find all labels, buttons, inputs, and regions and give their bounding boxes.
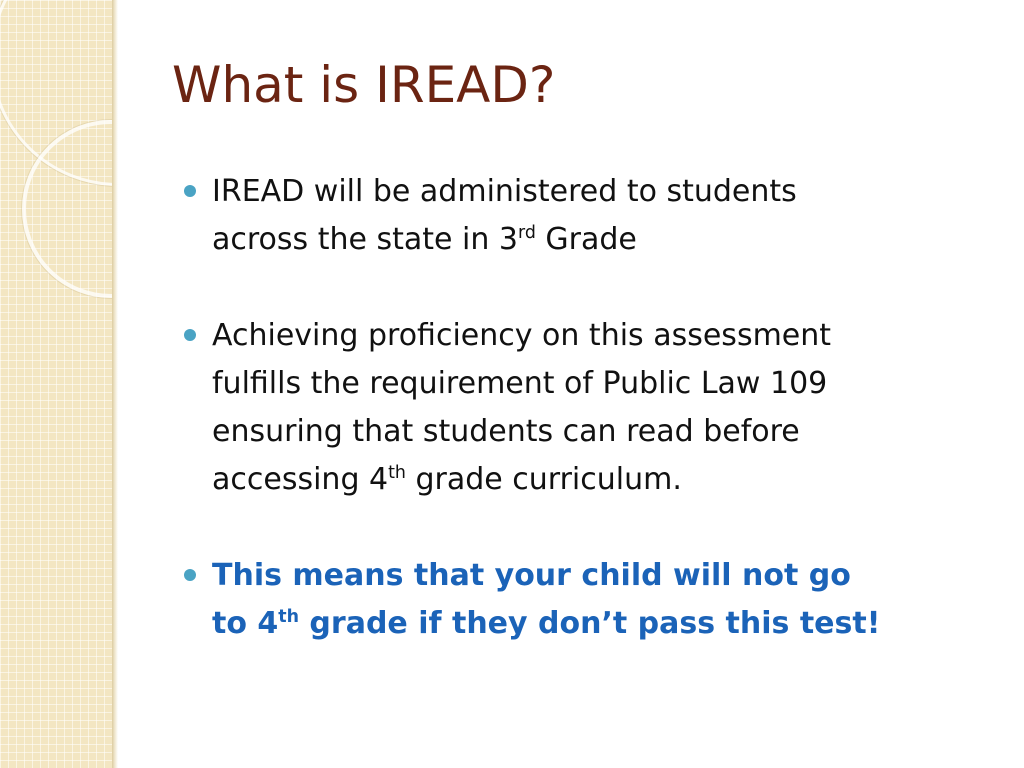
sidebar-edge	[112, 0, 118, 768]
bullet-line: accessing 4th grade curriculum.	[212, 462, 682, 497]
bullet-line: Achieving proficiency on this assessment	[212, 318, 832, 353]
decorative-sidebar	[0, 0, 112, 768]
bullet-line: This means that your child will not go	[212, 558, 851, 593]
bullet-dot-icon	[184, 329, 196, 341]
bullet-item	[180, 168, 1000, 264]
bullet-line: IREAD will be administered to students	[212, 174, 797, 209]
bullet-line: across the state in 3rd Grade	[212, 222, 637, 257]
bullet-dot-icon	[184, 185, 196, 197]
bullet-item-emphasis	[180, 552, 1000, 648]
bullet-line: fulfills the requirement of Public Law 109	[212, 366, 828, 401]
bullet-line: to 4th grade if they don’t pass this test!	[212, 606, 881, 641]
slide-title: What is IREAD?	[172, 56, 556, 114]
bullet-list	[180, 168, 1000, 648]
bullet-line: ensuring that students can read before	[212, 414, 800, 449]
bullet-item	[180, 312, 1000, 504]
bullet-dot-icon	[184, 569, 196, 581]
